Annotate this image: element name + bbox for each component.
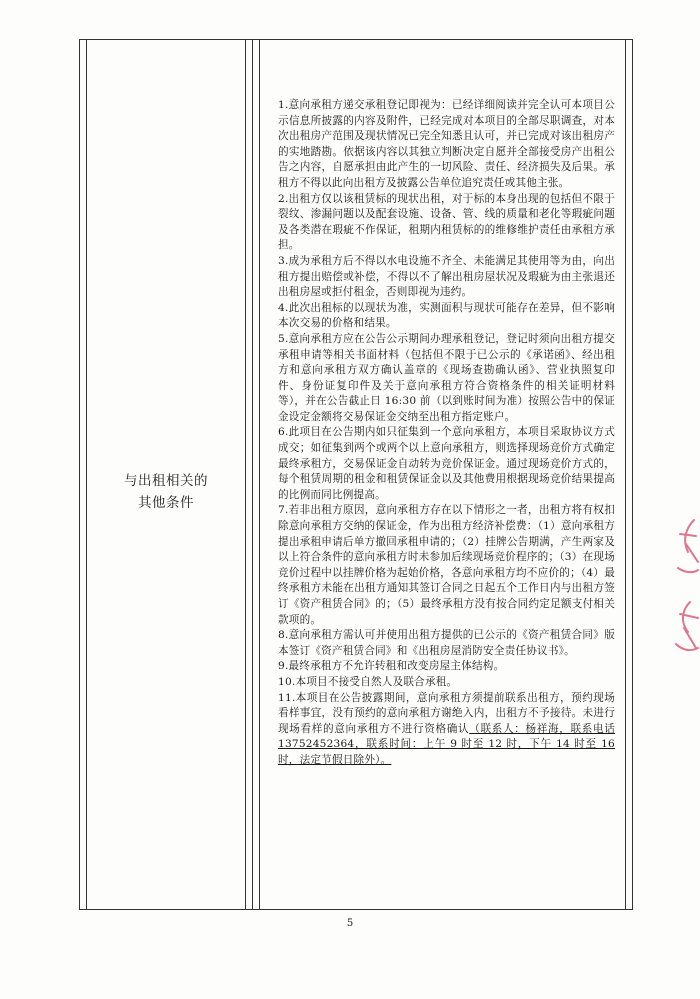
seal-stamp-fragment (668, 510, 700, 660)
condition-1: 1.意向承租方递交承租登记即视为：已经详细阅读并完全认可本项目公示信息所披露的内容及附件，已经完成对本项目的全部尽职调查，对本次出租房产范围及现状情况已完全知悉且认可，并已完成对该出租房产的实地踏勘。依据该内容以其独立判断决定自愿并全部接受房产出租公告之内容，自愿承担由此产生的一切风险、责任、经济损失及后果。承租方不得以此向出租方及披露公告单位追究责任或其他主张。 (278, 99, 615, 189)
condition-6: 6.此项目在公告期内如只征集到一个意向承租方，本项目采取协议方式成交；如征集到两个或两个以上意向承租方，则选择现场竞价方式确定最终承租方，交易保证金自动转为竞价保证金。通过现场竞价方式的，每个租赁周期的租金和租赁保证金以及其他费用根据现场竞价结果提高的比例而同比例提高。 (278, 426, 615, 501)
condition-3: 3.成为承租方后不得以水电设施不齐全、未能满足其使用等为由，向出租方提出赔偿或补偿，不得以不了解出租房屋状况及瑕疵为由主张退还出租房屋或拒付租金，否则即视为违约。 (278, 254, 615, 299)
label-column (80, 40, 253, 909)
contact-info: （联系人：杨祥海，联系电话 13752452364，联系时间：上午 9 时至 12 时，下午 14 时至 16 时，法定节假日除外）。 (278, 722, 615, 766)
page-number: 5 (346, 918, 354, 929)
conditions-list (278, 98, 615, 769)
condition-4: 4.此次出租标的以现状为准，实测面积与现状可能存在差异，但不影响本次交易的价格和结果。 (278, 301, 615, 330)
condition-5: 5.意向承租方应在公告公示期间办理承租登记，登记时须向出租方提交承租申请等相关书面材料（包括但不限于已公示的《承诺函》、经出租方和意向承租方双方确认盖章的《现场查勘确认函》、营业执照复印件、身份证复印件及关于意向承租方符合资格条件的相关证明材料等），并在公告截止日 16:30 前（以到账时间为准）按照公告中的保证金设定金额将交易保证金交纳至出租方指定账户。 (278, 332, 615, 423)
condition-9: 9.最终承租方不允许转租和改变房屋主体结构。 (278, 660, 505, 673)
condition-11-text: 11.本项目在公告披露期间，意向承租方须提前联系出租方，预约现场看样事宜，没有预约的意向承租方谢绝入内，出租方不予接待。未进行现场看样的意向承租方不进行资格确认 (278, 691, 615, 735)
condition-10: 10.本项目不接受自然人及联合承租。 (278, 675, 458, 688)
content-cell (259, 40, 626, 909)
condition-11 (278, 691, 615, 769)
content-column (253, 40, 632, 909)
row-label (87, 470, 245, 514)
row-label-line1: 与出租相关的 (124, 473, 208, 489)
row-label-line2: 其他条件 (138, 495, 194, 511)
condition-2: 2.出租方仅以该租赁标的现状出租，对于标的本身出现的包括但不限于裂纹、渗漏问题以及配套设施、设备、管、线的质量和老化等瑕疵问题及各类潜在瑕疵不作保证，租期内租赁标的的维修维护责任由承租方承担。 (278, 192, 615, 252)
label-cell (86, 40, 246, 909)
condition-7: 7.若非出租方原因，意向承租方存在以下情形之一者，出租方将有权扣除意向承租方交纳的保证金，作为出租方经济补偿费：（1）意向承租方提出承租申请后单方撤回承租申请的；（2）挂牌公告期满，产生两家及以上符合条件的意向承租方时未参加后续现场竞价程序的；（3）在现场竞价过程中以挂牌价格为起始价格，各意向承租方均不应价的；（4）最终承租方未能在出租方通知其签订合同之日起五个工作日内与出租方签订《资产租赁合同》的；（5）最终承租方没有按合同约定足额支付相关款项的。 (278, 504, 615, 626)
condition-8: 8.意向承租方需认可并使用出租方提供的已公示的《资产租赁合同》版本签订《资产租赁合同》和《出租房屋消防安全责任协议书》。 (278, 629, 615, 657)
conditions-table (79, 39, 633, 910)
